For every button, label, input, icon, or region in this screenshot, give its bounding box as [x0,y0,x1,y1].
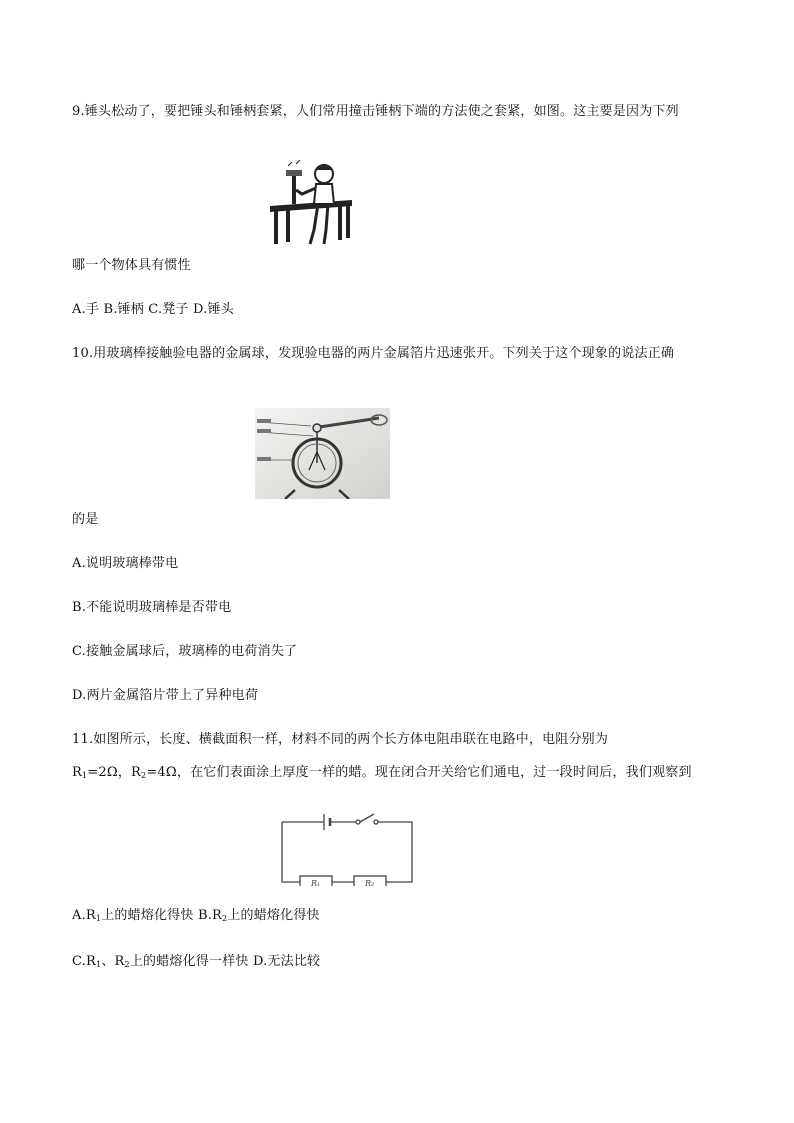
q9-options: A.手 B.锤柄 C.凳子 D.锤头 [72,302,234,317]
q11-options-line2 [72,954,320,973]
q9-stem-line1: 9.锤头松动了，要把锤头和锤柄套紧，人们常用撞击锤柄下端的方法使之套紧，如图。这主要是因为下列 [72,104,679,119]
circuit-r2-label: R₂ [365,879,375,886]
circuit-figure [278,810,416,886]
r1-symbol: R [72,765,82,780]
q10-stem-line1: 10.用玻璃棒接触验电器的金属球，发现验电器的两片金属箔片迅速张开。下列关于这个现象的说法正确 [72,346,675,361]
q9-stem-line2: 哪一个物体具有惯性 [72,258,191,273]
r2-value-text: =4Ω，在它们表面涂上厚度一样的蜡。现在闭合开关给它们通电，过一段时间后，我们观察到 [146,765,692,780]
q11-opt-c-sub2: 2 [124,960,130,969]
r2-symbol: R [131,765,142,780]
q10-option-c: C.接触金属球后，玻璃棒的电荷消失了 [72,644,298,659]
circuit-r1-label: R₁ [311,879,321,886]
q11-opt-b-rest: 上的蜡熔化得快 [227,908,320,923]
q11-opt-a-sub: 1 [95,914,102,923]
q11-opt-c-mid: 、R [101,954,125,969]
hammer-figure [266,160,356,248]
q10-option-a: A.说明玻璃棒带电 [72,556,179,571]
q11-opt-a-rest: 上的蜡熔化得快 B.R [101,908,223,923]
q11-opt-c-text: C.R [72,954,97,969]
q11-stem-line1: 11.如图所示，长度、横截面积一样，材料不同的两个长方体电阻串联在电路中，电阻分别为 [72,732,609,747]
q11-opt-c-sub1: 1 [96,960,102,969]
q10-stem-line2: 的是 [72,512,99,527]
q11-opt-a-text: A.R [72,908,96,923]
r1-value: =2Ω， [87,765,132,780]
electroscope-figure [255,408,390,499]
r2-subscript: 2 [141,771,147,780]
q11-opt-b-sub: 2 [222,914,228,923]
q10-option-b: B.不能说明玻璃棒是否带电 [72,600,232,615]
q10-option-d: D.两片金属箔片带上了异种电荷 [72,688,259,703]
q11-stem-line2 [72,765,692,784]
r1-subscript: 1 [82,771,88,780]
q11-opt-cd-rest: 上的蜡熔化得一样快 D.无法比较 [129,954,321,969]
q11-options-line1 [72,908,320,927]
